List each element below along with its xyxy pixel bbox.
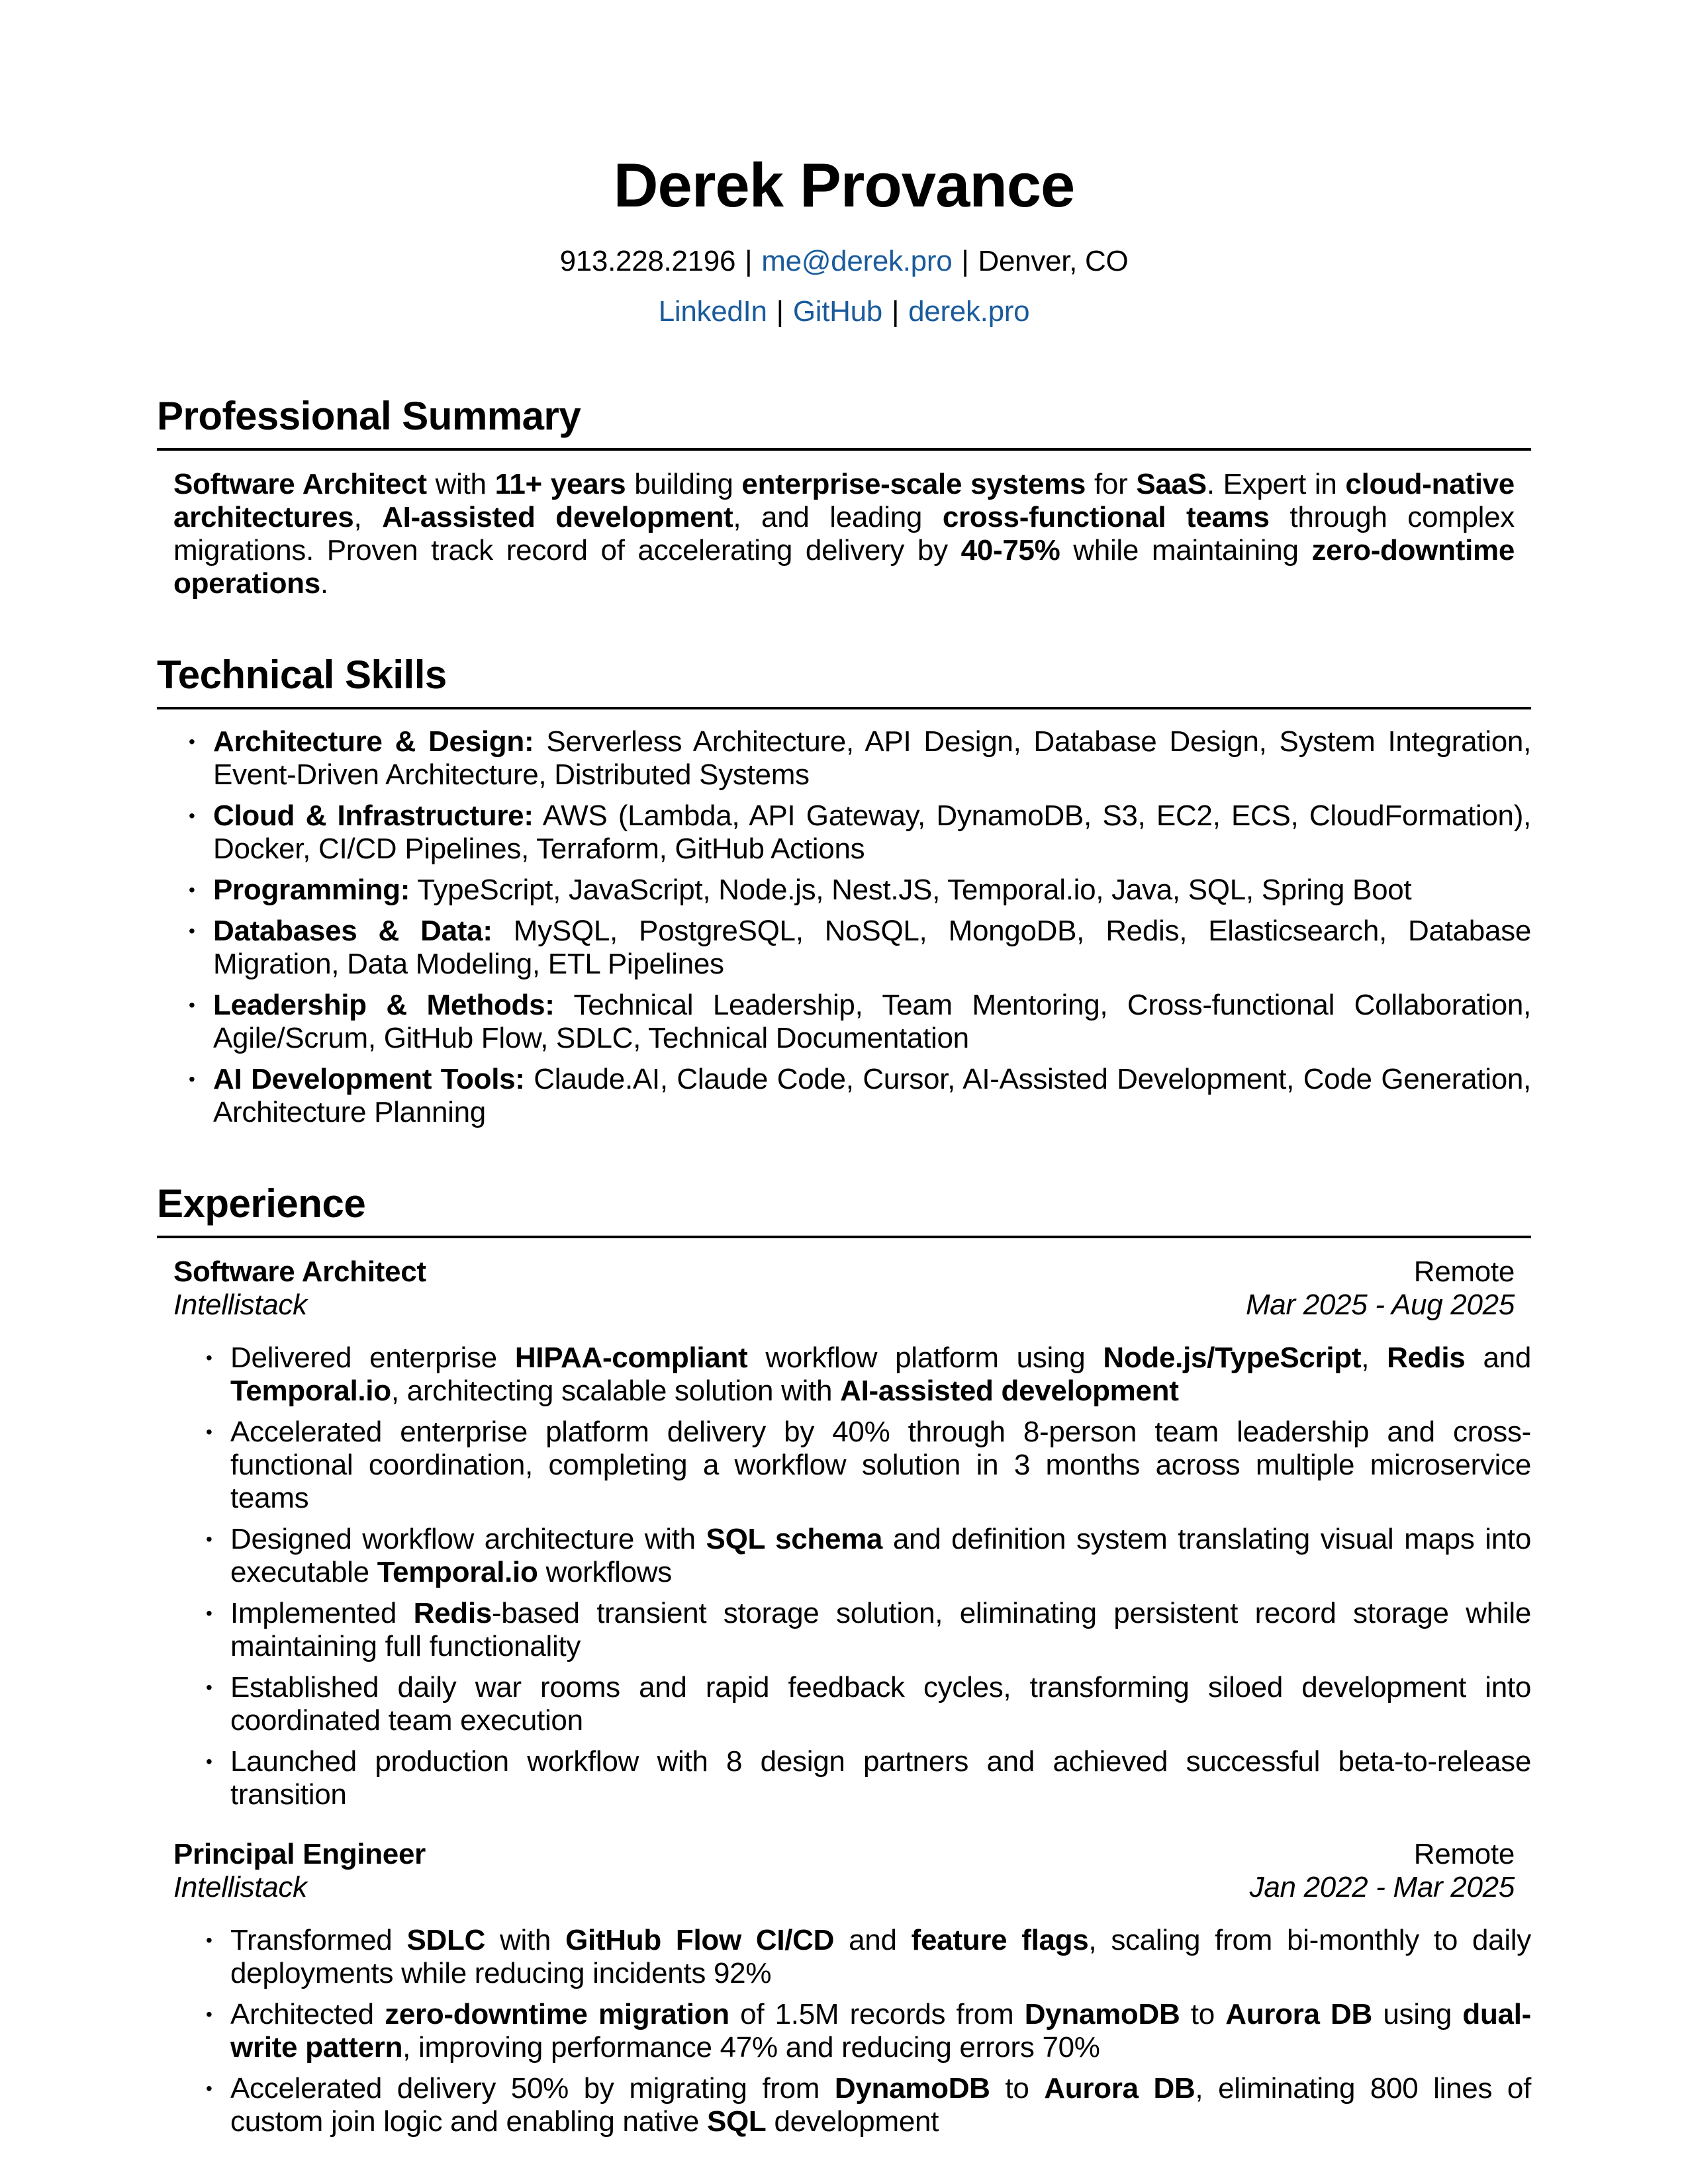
job-bullet-item	[157, 1416, 1531, 1515]
bullet-icon: •	[189, 921, 195, 941]
text-run: using	[1372, 1998, 1463, 2030]
skill-item	[157, 989, 1531, 1055]
skill-detail-text: Claude.AI, Claude Code, Cursor, AI-Assisted Development, Code Generation, Architecture Planning	[213, 1063, 1531, 1128]
bold-text-run: zero-downtime operations	[173, 534, 1515, 600]
skill-item	[157, 1063, 1531, 1129]
text-run: and	[1465, 1342, 1531, 1374]
bold-text-run: zero-downtime migration	[385, 1998, 729, 2030]
bullet-icon: •	[206, 1603, 212, 1623]
job-company: Intellistack	[173, 1289, 307, 1321]
bold-text-run: SaaS	[1136, 468, 1207, 500]
text-run: with	[485, 1924, 566, 1956]
job-dates: Mar 2025 - Aug 2025	[1245, 1289, 1515, 1321]
section-technical-skills	[157, 653, 1531, 1129]
linkedin-link[interactable]: LinkedIn	[658, 295, 767, 328]
text-run: -based transient storage solution, eliminating persistent record storage while maintaining full functionality	[230, 1597, 1531, 1662]
skill-category-label: Programming:	[213, 874, 410, 906]
skill-detail-text: Serverless Architecture, API Design, Database Design, System Integration, Event-Driven Architecture, Distributed Systems	[213, 725, 1532, 791]
text-run: workflow platform using	[747, 1342, 1103, 1374]
skill-detail-text: MySQL, PostgreSQL, NoSQL, MongoDB, Redis, Elasticsearch, Database Migration, Data Modeling, ETL Pipelines	[213, 915, 1531, 980]
bold-text-run: feature flags	[911, 1924, 1089, 1956]
bold-text-run: DynamoDB	[1024, 1998, 1180, 2030]
bold-text-run: SQL schema	[706, 1523, 883, 1555]
job-bullet-item	[157, 1523, 1531, 1589]
bullet-icon: •	[189, 1069, 195, 1089]
job-location: Remote	[1413, 1838, 1515, 1870]
job-bullet-item	[157, 1671, 1531, 1737]
text-run: development	[766, 2105, 939, 2138]
location-text: Denver, CO	[978, 245, 1129, 277]
job-location: Remote	[1413, 1255, 1515, 1288]
text-run: of 1.5M records from	[729, 1998, 1025, 2030]
candidate-name: Derek Provance	[613, 150, 1075, 220]
text-run: , eliminating 800 lines of custom join logic and enabling native	[230, 2072, 1531, 2138]
text-run: through complex migrations. Proven track record of accelerating delivery by	[173, 501, 1515, 567]
text-run: workflows	[538, 1556, 672, 1588]
text-run: . Expert in	[1206, 468, 1346, 500]
skills-section-title: Technical Skills	[157, 653, 1531, 709]
bold-text-run: SDLC	[406, 1924, 486, 1956]
job-company-row	[173, 1289, 1515, 1322]
bold-text-run: HIPAA-compliant	[514, 1342, 748, 1374]
text-run: , architecting scalable solution with	[391, 1375, 841, 1407]
skill-item	[157, 915, 1531, 981]
bold-text-run: Node.js/TypeScript	[1103, 1342, 1362, 1374]
job-title-row	[173, 1838, 1515, 1871]
text-run: while maintaining	[1060, 534, 1312, 567]
text-run: , improving performance 47% and reducing errors 70%	[402, 2031, 1100, 2064]
bold-text-run: cross-functional teams	[942, 501, 1270, 533]
text-run: to	[1180, 1998, 1226, 2030]
skill-detail-text: Technical Leadership, Team Mentoring, Cross-functional Collaboration, Agile/Scrum, GitHub Flow, SDLC, Technical Documentation	[213, 989, 1531, 1054]
separator: |	[776, 295, 784, 328]
text-run: Launched production workflow with 8 design partners and achieved successful beta-to-release transition	[230, 1745, 1531, 1811]
section-professional-summary	[157, 394, 1531, 600]
bold-text-run: GitHub Flow CI/CD	[565, 1924, 835, 1956]
job-entry	[157, 1838, 1531, 2138]
email-link[interactable]: me@derek.pro	[761, 245, 953, 277]
bold-text-run: Temporal.io	[230, 1375, 391, 1407]
text-run: ,	[353, 501, 383, 533]
bullet-icon: •	[189, 805, 195, 826]
bold-text-run: dual-write pattern	[230, 1998, 1531, 2064]
website-link[interactable]: derek.pro	[908, 295, 1030, 328]
bullet-icon: •	[206, 2004, 212, 2025]
bullet-icon: •	[206, 1677, 212, 1698]
job-company: Intellistack	[173, 1871, 307, 1903]
text-run: for	[1086, 468, 1137, 500]
bullet-icon: •	[206, 1751, 212, 1772]
bold-text-run: AI-assisted development	[840, 1375, 1179, 1407]
text-run: .	[320, 567, 328, 600]
text-run: Delivered enterprise	[230, 1342, 515, 1374]
bullet-icon: •	[189, 880, 195, 900]
bold-text-run: DynamoDB	[834, 2072, 990, 2105]
bullet-icon: •	[206, 1422, 212, 1442]
separator: |	[891, 295, 900, 328]
text-run: building	[626, 468, 742, 500]
bold-text-run: enterprise-scale systems	[741, 468, 1086, 500]
bold-text-run: Aurora DB	[1044, 2072, 1196, 2105]
text-run: Transformed	[230, 1924, 407, 1956]
job-bullet-list	[157, 1924, 1531, 2138]
skills-list	[157, 725, 1531, 1129]
bold-text-run: Redis	[413, 1597, 492, 1629]
github-link[interactable]: GitHub	[792, 295, 882, 328]
text-run: and	[834, 1924, 912, 1956]
bullet-icon: •	[189, 731, 195, 752]
contact-line	[157, 245, 1531, 278]
bullet-icon: •	[206, 2078, 212, 2099]
skill-item	[157, 799, 1531, 866]
skill-category-label: Cloud & Infrastructure:	[213, 799, 534, 832]
bold-text-run: 11+ years	[494, 468, 626, 500]
bullet-icon: •	[189, 995, 195, 1015]
phone-number: 913.228.2196	[559, 245, 736, 277]
skill-category-label: Databases & Data:	[213, 915, 492, 947]
skill-detail-text: AWS (Lambda, API Gateway, DynamoDB, S3, EC2, ECS, CloudFormation), Docker, CI/CD Pipelines, Terraform, GitHub Actions	[213, 799, 1531, 865]
jobs-container	[157, 1255, 1531, 2138]
job-title-row	[173, 1255, 1515, 1289]
job-entry	[157, 1255, 1531, 1811]
job-title: Principal Engineer	[173, 1838, 426, 1870]
job-bullet-item	[157, 1597, 1531, 1663]
separator: |	[961, 245, 969, 277]
bullet-icon: •	[206, 1347, 212, 1368]
bold-text-run: cloud-native architectures	[173, 468, 1515, 533]
text-run: Implemented	[230, 1597, 414, 1629]
text-run: ,	[1361, 1342, 1387, 1374]
text-run: , scaling from bi-monthly to daily deployments while reducing incidents 92%	[230, 1924, 1531, 1989]
section-experience	[157, 1182, 1531, 2138]
bold-text-run: Aurora DB	[1225, 1998, 1372, 2030]
skill-item	[157, 725, 1531, 792]
skill-category-label: Architecture & Design:	[213, 725, 534, 758]
bold-text-run: Software Architect	[173, 468, 427, 500]
bold-text-run: AI-assisted development	[382, 501, 733, 533]
text-run: with	[426, 468, 495, 500]
summary-section-title: Professional Summary	[157, 394, 1531, 451]
bold-text-run: 40-75%	[961, 534, 1060, 567]
bold-text-run: Redis	[1387, 1342, 1466, 1374]
job-dates: Jan 2022 - Mar 2025	[1249, 1871, 1515, 1903]
job-bullet-item	[157, 1745, 1531, 1811]
job-title: Software Architect	[173, 1255, 426, 1288]
job-bullet-item	[157, 1342, 1531, 1408]
experience-section-title: Experience	[157, 1182, 1531, 1238]
bold-text-run: SQL	[706, 2105, 767, 2138]
job-company-row	[173, 1871, 1515, 1904]
text-run: Designed workflow architecture with	[230, 1523, 706, 1555]
text-run: , and leading	[733, 501, 943, 533]
summary-paragraph	[173, 468, 1515, 600]
text-run: Established daily war rooms and rapid feedback cycles, transforming siloed development into coordinated team execution	[230, 1671, 1531, 1737]
links-line	[157, 295, 1531, 328]
job-bullet-item	[157, 2072, 1531, 2138]
bullet-icon: •	[206, 1529, 212, 1549]
text-run: and definition system translating visual maps into executable	[230, 1523, 1531, 1588]
bold-text-run: Temporal.io	[377, 1556, 538, 1588]
text-run: Accelerated delivery 50% by migrating from	[230, 2072, 835, 2105]
job-bullet-item	[157, 1998, 1531, 2064]
bullet-icon: •	[206, 1930, 212, 1950]
skill-category-label: Leadership & Methods:	[213, 989, 555, 1021]
text-run: Architected	[230, 1998, 385, 2030]
skill-category-label: AI Development Tools:	[213, 1063, 525, 1095]
resume-header	[157, 152, 1531, 328]
skill-item	[157, 874, 1531, 907]
separator: |	[745, 245, 753, 277]
text-run: Accelerated enterprise platform delivery by 40% through 8-person team leadership and cross-functional coordination, completing a workflow solution in 3 months across multiple microservice teams	[230, 1416, 1531, 1514]
job-bullet-list	[157, 1342, 1531, 1811]
skill-detail-text: TypeScript, JavaScript, Node.js, Nest.JS, Temporal.io, Java, SQL, Spring Boot	[410, 874, 1412, 906]
job-bullet-item	[157, 1924, 1531, 1990]
text-run: to	[990, 2072, 1045, 2105]
